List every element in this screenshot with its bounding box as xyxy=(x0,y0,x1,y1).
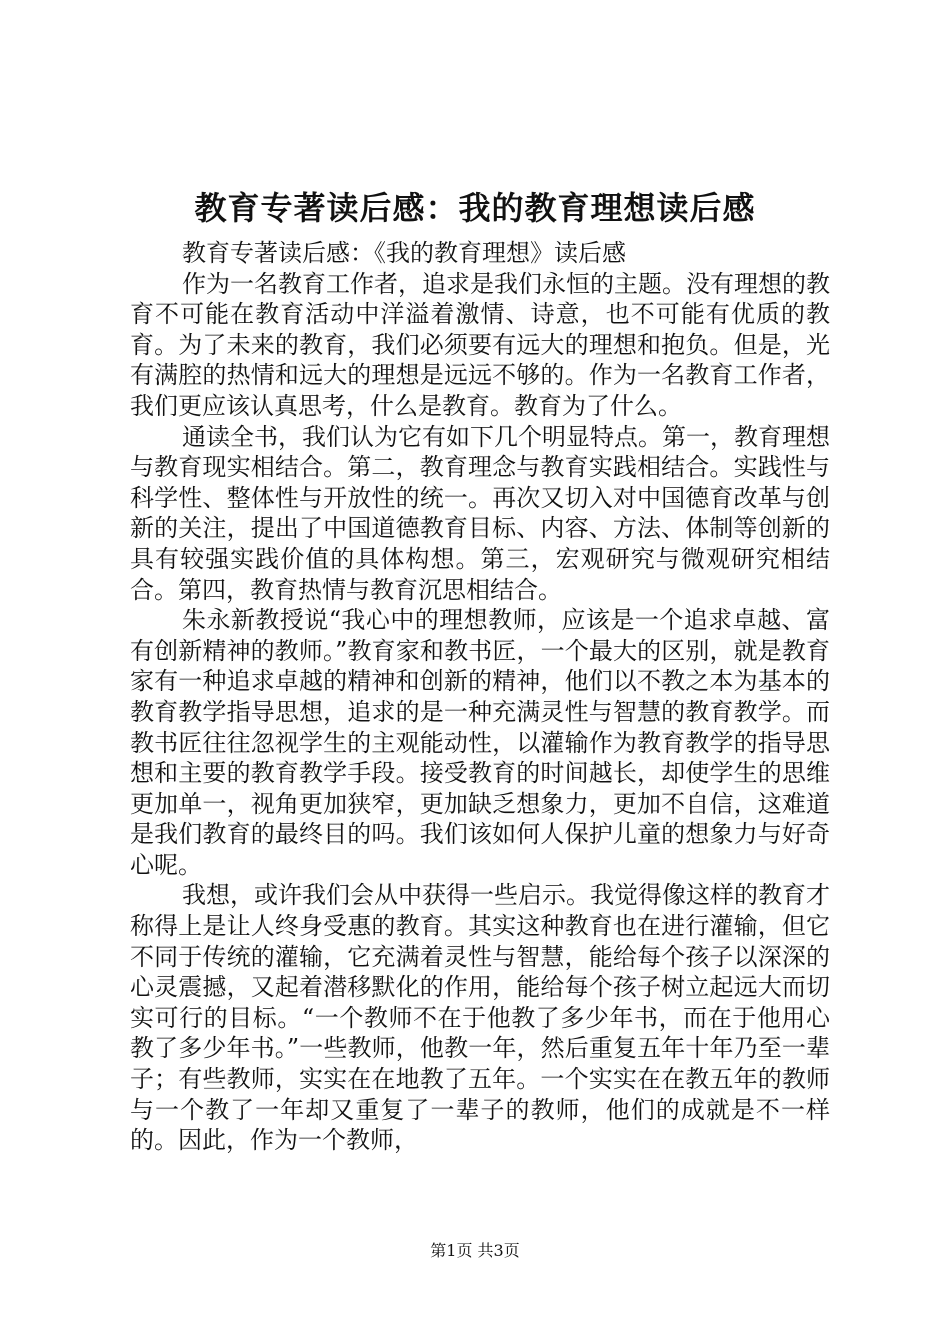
paragraph-subtitle: 教育专著读后感：《我的教育理想》读后感 xyxy=(182,239,626,267)
page-number: 第1页 共3页 xyxy=(430,1241,520,1260)
document-title: 教育专著读后感：我的教育理想读后感 xyxy=(194,189,756,227)
document-body xyxy=(130,238,830,1156)
paragraph: 通读全书，我们认为它有如下几个明显特点。第一，教育理想与教育现实相结合。第二，教育理念与教育实践相结合。实践性与科学性、整体性与开放性的统一。再次又切入对中国德育改革与创新的关注，提出了中国道德教育目标、内容、方法、体制等创新的具有较强实践价值的具体构想。第三，宏观研究与微观研究相结合。第四，教育热情与教育沉思相结合。 xyxy=(130,422,830,604)
paragraph: 我想，或许我们会从中获得一些启示。我觉得像这样的教育才称得上是让人终身受惠的教育。其实这种教育也在进行灌输，但它不同于传统的灌输，它充满着灵性与智慧，能给每个孩子以深深的心灵震撼，又起着潜移默化的作用，能给每个孩子树立起远大而切实可行的目标。“一个教师不在于他教了多少年书，而在于他用心教了多少年书。”一些教师，他教一年，然后重复五年十年乃至一辈子；有些教师，实实在在地教了五年。一个实实在在教五年的教师与一个教了一年却又重复了一辈子的教师，他们的成就是不一样的。因此，作为一个教师， xyxy=(130,881,830,1155)
paragraph: 作为一名教育工作者，追求是我们永恒的主题。没有理想的教育不可能在教育活动中洋溢着激情、诗意，也不可能有优质的教育。为了未来的教育，我们必须要有远大的理想和抱负。但是，光有满腔的热情和远大的理想是远远不够的。作为一名教育工作者，我们更应该认真思考，什么是教育。教育为了什么。 xyxy=(130,269,830,420)
paragraph: 朱永新教授说“我心中的理想教师，应该是一个追求卓越、富有创新精神的教师。”教育家和教书匠，一个最大的区别，就是教育家有一种追求卓越的精神和创新的精神，他们以不教之本为基本的教育教学指导思想，追求的是一种充满灵性与智慧的教育教学。而教书匠往往忽视学生的主观能动性，以灌输作为教育教学的指导思想和主要的教育教学手段。接受教育的时间越长，却使学生的思维更加单一，视角更加狭窄，更加缺乏想象力，更加不自信，这难道是我们教育的最终目的吗。我们该如何人保护儿童的想象力与好奇心呢。 xyxy=(130,606,830,879)
page-footer xyxy=(0,1240,950,1262)
